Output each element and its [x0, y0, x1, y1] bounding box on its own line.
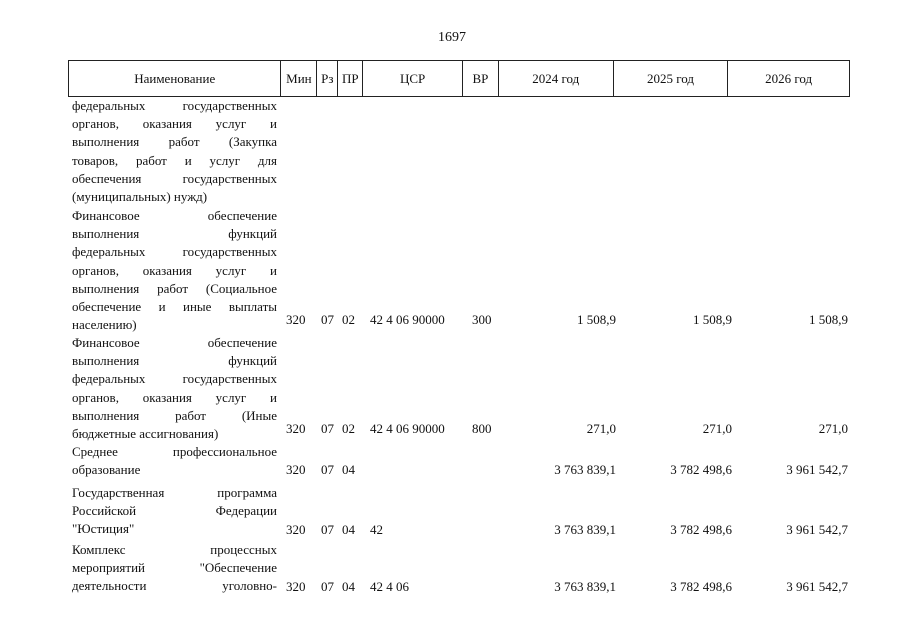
cell-vr: 800	[472, 421, 492, 436]
cell-min: 320	[286, 522, 306, 537]
cell-2024: 3 763 839,1	[554, 579, 616, 594]
cell-min: 320	[286, 421, 306, 436]
cell-min: 320	[286, 462, 306, 477]
header-name: Наименование	[69, 61, 281, 96]
cell-2025: 271,0	[702, 421, 732, 436]
header-csr: ЦСР	[363, 61, 463, 96]
cell-rz: 07	[321, 421, 334, 436]
name-line: выполнения работ (Закупка	[72, 134, 277, 150]
cell-pr: 04	[342, 522, 355, 537]
cell-pr: 02	[342, 421, 355, 436]
row-name	[72, 484, 277, 539]
header-pr: ПР	[338, 61, 363, 96]
name-line: органов, оказания услуг и	[72, 262, 277, 278]
name-line: обеспечение и иные выплаты	[72, 298, 277, 314]
header-min: Мин	[281, 61, 317, 96]
cell-2024: 3 763 839,1	[554, 462, 616, 477]
header-2024: 2024 год	[499, 61, 614, 96]
row-name	[72, 207, 277, 334]
cell-2024: 271,0	[586, 421, 616, 436]
table-row	[68, 334, 850, 441]
name-line: (муниципальных) нужд)	[72, 188, 208, 204]
name-line: Финансовое обеспечение	[72, 335, 277, 350]
name-line: Финансовое обеспечение	[72, 208, 277, 223]
name-line: образование	[72, 462, 141, 478]
cell-2026: 3 961 542,7	[786, 579, 848, 594]
name-line: Среднее профессиональное	[72, 444, 277, 459]
name-line: Государственная программа	[72, 485, 277, 500]
name-line: "Юстиция"	[72, 521, 135, 537]
cell-rz: 07	[321, 579, 334, 594]
name-line: обеспечения государственных	[72, 170, 277, 186]
row-name	[72, 334, 277, 443]
name-line: мероприятий "Обеспечение	[72, 560, 277, 576]
cell-2025: 1 508,9	[693, 312, 732, 327]
table-header	[68, 60, 850, 97]
header-vr: ВР	[463, 61, 499, 96]
cell-csr: 42 4 06 90000	[370, 421, 445, 436]
cell-2026: 3 961 542,7	[786, 462, 848, 477]
cell-2025: 3 782 498,6	[670, 579, 732, 594]
name-line: Российской Федерации	[72, 503, 277, 519]
header-2026: 2026 год	[765, 70, 813, 86]
cell-pr: 04	[342, 579, 355, 594]
cell-2026: 271,0	[818, 421, 848, 436]
cell-2026: 3 961 542,7	[786, 522, 848, 537]
name-line: выполнения функций	[72, 226, 277, 242]
cell-csr: 42 4 06 90000	[370, 312, 445, 327]
cell-pr: 04	[342, 462, 355, 477]
cell-min: 320	[286, 312, 306, 327]
name-line: органов, оказания услуг и	[72, 389, 277, 405]
name-line: товаров, работ и услуг для	[72, 152, 277, 168]
name-line: федеральных государственных	[72, 98, 277, 113]
header-rz: Рз	[317, 61, 338, 96]
table-row	[68, 484, 850, 539]
cell-rz: 07	[321, 522, 334, 537]
cell-pr: 02	[342, 312, 355, 327]
name-line: деятельности уголовно-	[72, 578, 277, 594]
name-line: федеральных государственных	[72, 244, 277, 260]
name-line: выполнения функций	[72, 353, 277, 369]
row-name	[72, 97, 277, 206]
header-2025: 2025 год	[614, 61, 729, 96]
name-line: Комплекс процессных	[72, 542, 277, 557]
cell-rz: 07	[321, 462, 334, 477]
cell-csr: 42 4 06	[370, 579, 409, 594]
page-number: 1697	[438, 30, 466, 45]
table-row	[68, 541, 850, 596]
table-row	[68, 97, 850, 207]
cell-2025: 3 782 498,6	[670, 462, 732, 477]
cell-2024: 1 508,9	[577, 312, 616, 327]
cell-csr: 42	[370, 522, 383, 537]
cell-vr: 300	[472, 312, 492, 327]
table-row	[68, 207, 850, 333]
name-line: выполнения работ (Социальное	[72, 280, 277, 296]
table-row	[68, 443, 850, 479]
cell-2025: 3 782 498,6	[670, 522, 732, 537]
cell-rz: 07	[321, 312, 334, 327]
name-line: населению)	[72, 317, 137, 333]
name-line: бюджетные ассигнования)	[72, 425, 219, 441]
cell-2024: 3 763 839,1	[554, 522, 616, 537]
row-name	[72, 541, 277, 596]
row-name	[72, 443, 277, 479]
cell-min: 320	[286, 579, 306, 594]
name-line: органов, оказания услуг и	[72, 116, 277, 132]
cell-2026: 1 508,9	[809, 312, 848, 327]
name-line: выполнения работ (Иные	[72, 407, 277, 423]
name-line: федеральных государственных	[72, 371, 277, 387]
